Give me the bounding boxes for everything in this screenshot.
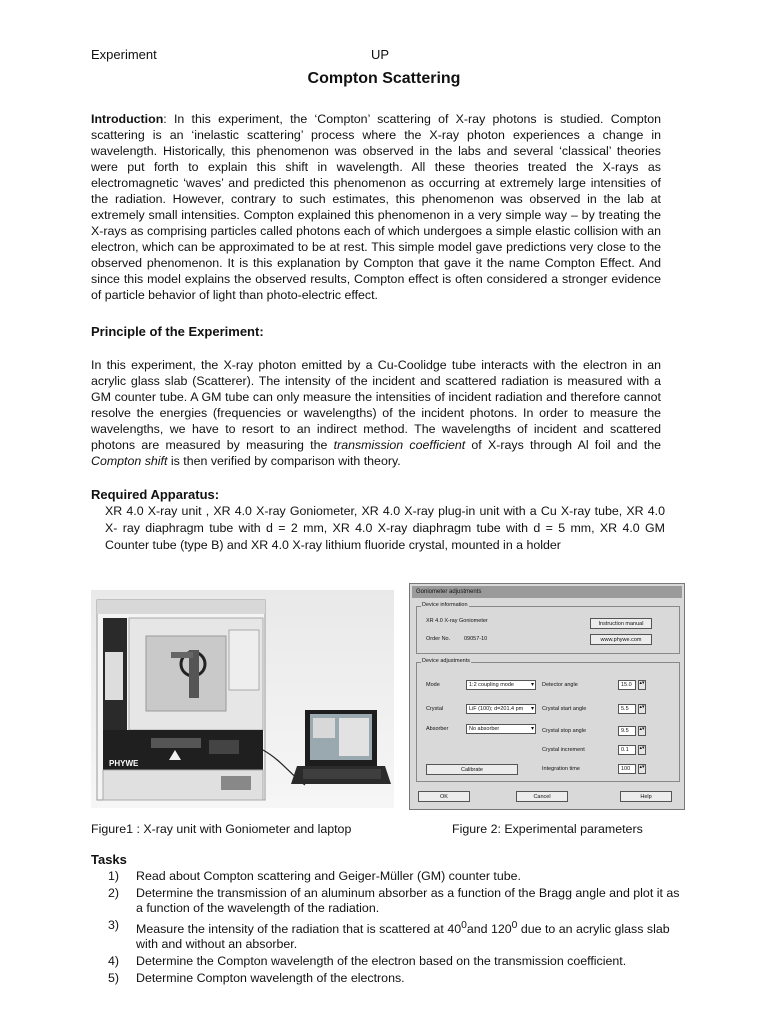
absorber-label: Absorber <box>426 726 449 732</box>
order-label: Order No. <box>426 636 451 642</box>
tasks-list <box>105 869 685 988</box>
absorber-select[interactable]: No absorber ▾ <box>466 724 536 734</box>
introduction-label: Introduction <box>91 112 164 126</box>
detector-angle-stepper[interactable]: ▴▾ <box>638 680 646 690</box>
crystal-start-angle-input[interactable]: 5.5 <box>618 704 636 714</box>
apparatus-heading: Required Apparatus: <box>91 487 220 502</box>
introduction-text: : In this experiment, the ‘Compton’ scattering of X-ray photons is studied. Compton scattering is an ‘inelastic scattering’ process where the X-ray photon experiences a change in wavelength. Historically, this phenomenon was observed in the labs and several ‘classical’ theories were put forth to explain this shift in wavelength. All these theories treated the X-rays as electromagnetic ‘waves’ and predicted this phenomenon as occurring at extremely large intensities of the radiation. However, contrary to such estimates, this phenomenon was observed in the lab at extremely small intensities. Compton explained this phenomenon in a very simple way – by treating the X-rays as comprising particles called photons each of which undergoes a simple elastic collision with an electron, which can be approximated to be at rest. This simple model gave predictions very close to the observed phenomenon. It is this explanation by Compton that gave it the name Compton Effect. And since this model explains the observed results, Compton effect is often considered a stronger evidence of particle behavior of light than photo-electric effect. <box>91 112 661 302</box>
task-text: Measure the intensity of the radiation that is scattered at 40 <box>136 922 462 937</box>
document-title: Compton Scattering <box>307 70 461 87</box>
task-item <box>105 869 685 884</box>
crystal-stop-angle-stepper[interactable]: ▴▾ <box>638 726 646 736</box>
header-experiment: Experiment <box>91 47 157 62</box>
introduction-paragraph <box>91 111 661 303</box>
device-information-label: Device information <box>422 602 468 608</box>
tasks-heading: Tasks <box>91 852 127 867</box>
principle-text-3: is then verified by comparison with theory. <box>167 454 401 468</box>
principle-text-1: In this experiment, the X-ray photon emitted by a Cu-Coolidge tube interacts with the electron in an acrylic glass slab (Scatterer). The intensity of the incident and scattered radiation is measured with a GM counter tube. A GM tube can only measure the intensities of incident radiation and therefore cannot resolve the energies (frequencies or wavelengths) of the incident photons. In order to measure the wavelengths, we have to resort to an indirect method. The wavelengths of incident and scattered photons are measured by measuring the <box>91 358 661 452</box>
crystal-select[interactable]: LiF (100); d=201.4 pm ▾ <box>466 704 536 714</box>
figure1-photo <box>91 590 394 808</box>
phywe-website-button[interactable]: www.phywe.com <box>590 634 652 645</box>
task-item <box>105 971 685 986</box>
detector-angle-input[interactable]: 15.0 <box>618 680 636 690</box>
calibrate-button[interactable]: Calibrate <box>426 764 518 775</box>
dialog-title: Goniometer adjustments <box>412 586 682 598</box>
degree-superscript: 0 <box>461 920 467 931</box>
task-text: Determine the Compton wavelength of the electron based on the transmission coefficient. <box>136 954 627 969</box>
phywe-brand: PHYWE <box>109 759 139 768</box>
xray-unit-illustration <box>91 590 394 808</box>
task-text: due to an acrylic glass slab with and without an absorber. <box>136 922 670 952</box>
task-text: Determine Compton wavelength of the electrons. <box>136 971 405 986</box>
instruction-manual-button[interactable]: Instruction manual <box>590 618 652 629</box>
integration-time-stepper[interactable]: ▴▾ <box>638 764 646 774</box>
figure2-dialog <box>409 583 685 810</box>
crystal-start-angle-stepper[interactable]: ▴▾ <box>638 704 646 714</box>
task-number: 5) <box>108 971 120 986</box>
device-name: XR 4.0 X-ray Goniometer <box>426 618 488 624</box>
help-button[interactable]: Help <box>620 791 672 802</box>
crystal-stop-angle-label: Crystal stop angle <box>542 728 587 734</box>
mode-label: Mode <box>426 682 440 688</box>
crystal-label: Crystal <box>426 706 444 712</box>
degree-superscript: 0 <box>511 920 518 931</box>
header-up: UP <box>371 47 390 62</box>
order-value: 09057-10 <box>464 636 488 642</box>
task-item <box>105 918 685 952</box>
figure2-caption: Figure 2: Experimental parameters <box>452 822 643 836</box>
task-number: 2) <box>108 886 120 900</box>
crystal-increment-input[interactable]: 0.1 <box>618 745 636 755</box>
principle-heading: Principle of the Experiment: <box>91 324 264 339</box>
task-number: 4) <box>108 954 120 969</box>
crystal-stop-angle-input[interactable]: 9.5 <box>618 726 636 736</box>
principle-text-2: of X-rays through Al foil and the <box>465 438 661 452</box>
task-number: 3) <box>108 918 120 932</box>
device-adjustments-label: Device adjustments <box>422 658 470 664</box>
task-item <box>105 886 685 916</box>
integration-time-input[interactable]: 100 <box>618 764 636 774</box>
principle-em-transmission: transmission coefficient <box>333 438 466 452</box>
task-text: Determine the transmission of an aluminum absorber as a function of the Bragg angle and plot it as a function of the wavelength of the radiation. <box>136 886 680 915</box>
apparatus-text: XR 4.0 X-ray unit , XR 4.0 X-ray Goniometer, XR 4.0 X-ray plug-in unit with a Cu X-ray tube, XR 4.0 X- ray diaphragm tube with d = 2 mm, XR 4.0 X-ray diaphragm tube with d = 5 mm, XR 4.0 GM Counter tube (type B) and XR 4.0 X-ray lithium fluoride crystal, mounted in a holder <box>105 504 665 552</box>
cancel-button[interactable]: Cancel <box>516 791 568 802</box>
crystal-increment-stepper[interactable]: ▴▾ <box>638 745 646 755</box>
figure1-caption: Figure1 : X-ray unit with Goniometer and laptop <box>91 822 352 836</box>
task-text: and 120 <box>466 922 512 937</box>
principle-em-compton-shift: Compton shift <box>91 454 168 468</box>
task-number: 1) <box>108 869 120 883</box>
device-information-group <box>416 602 680 654</box>
task-item <box>105 954 685 969</box>
ok-button[interactable]: OK <box>418 791 470 802</box>
crystal-start-angle-label: Crystal start angle <box>542 706 587 712</box>
integration-time-label: Integration time <box>542 766 580 772</box>
task-text: Read about Compton scattering and Geiger-Müller (GM) counter tube. <box>136 869 521 883</box>
crystal-increment-label: Crystal increment <box>542 747 585 753</box>
principle-paragraph <box>91 357 661 469</box>
detector-angle-label: Detector angle <box>542 682 578 688</box>
mode-select[interactable]: 1:2 coupling mode ▾ <box>466 680 536 690</box>
